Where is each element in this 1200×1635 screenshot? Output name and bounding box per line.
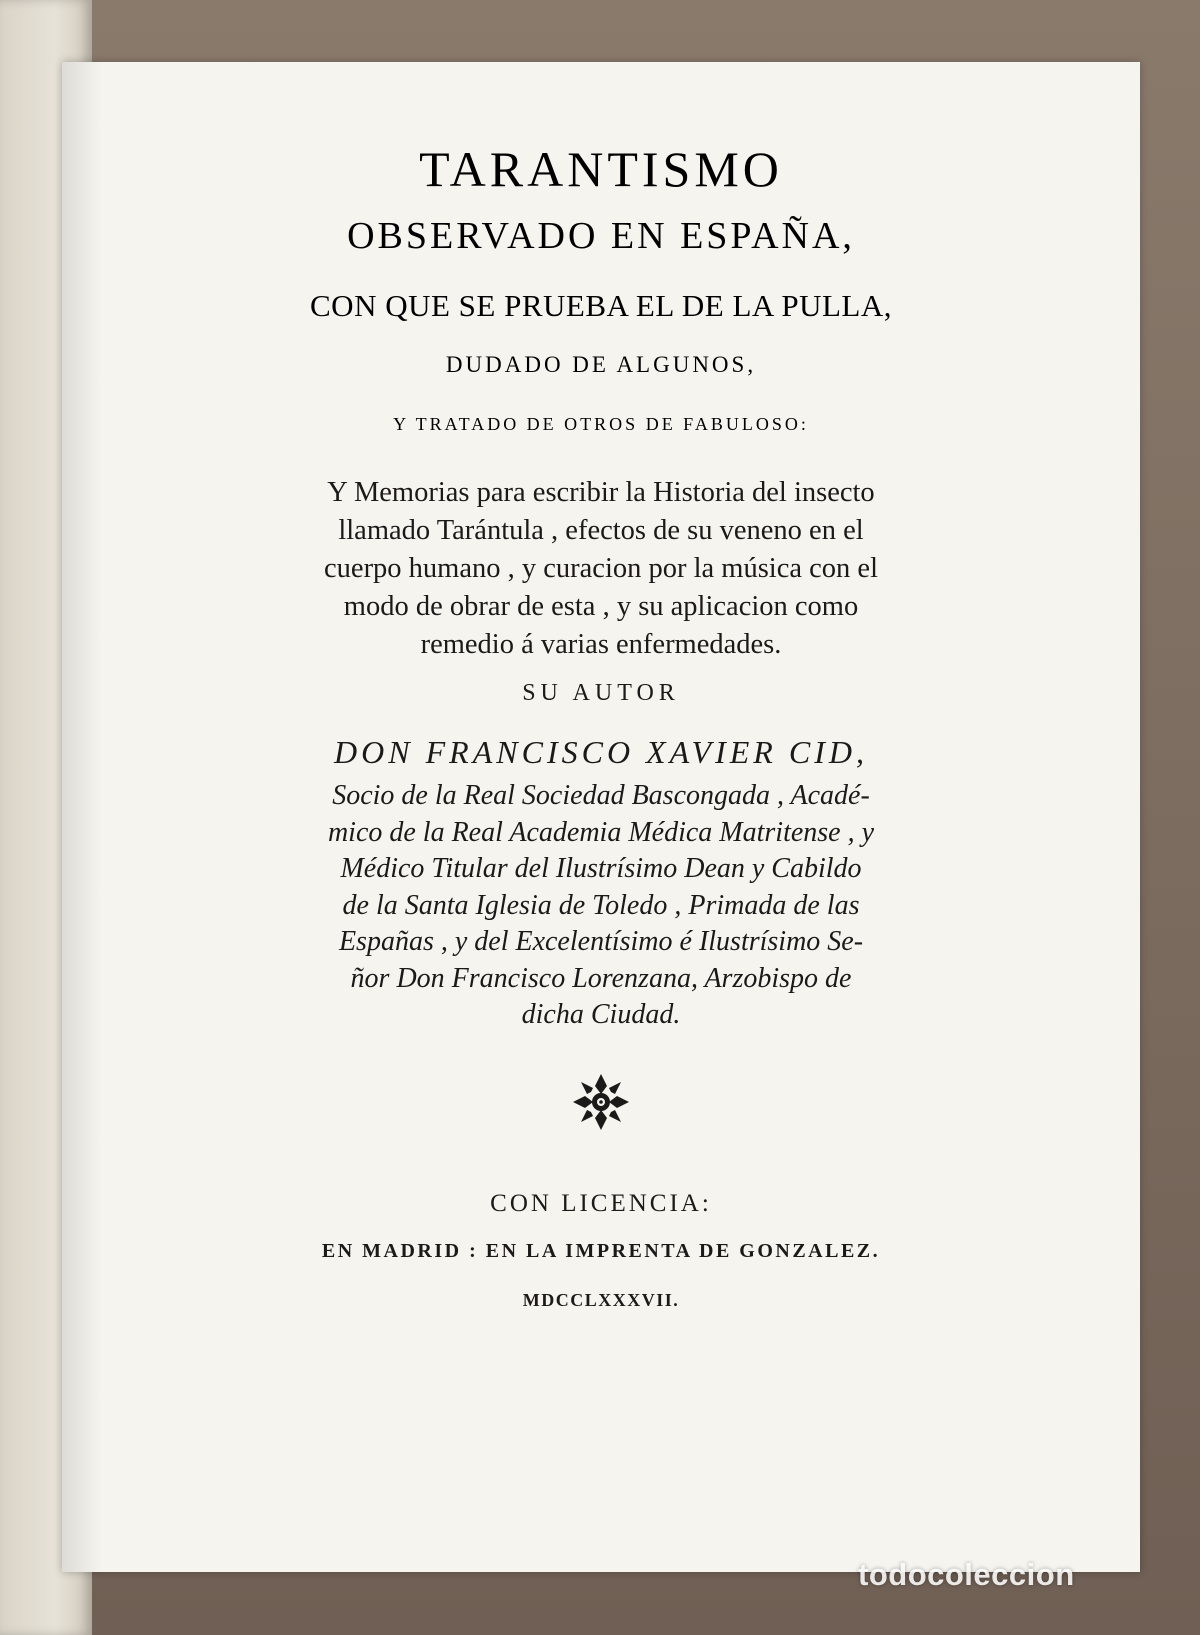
author-name: DON FRANCISCO XAVIER CID,: [334, 734, 868, 770]
title-line-pulla: CON QUE SE PRUEBA EL DE LA PULLA,: [310, 288, 892, 323]
subtitle-line: llamado Tarántula , efectos de su veneno en el: [338, 515, 864, 546]
subtitle-line: remedio á varias enfermedades.: [420, 629, 782, 660]
author-description-line: Médico Titular del Ilustrísimo Dean y Cabildo: [340, 853, 862, 884]
author-description-line: mico de la Real Academia Médica Matritense , y: [327, 816, 875, 848]
author-description: [190, 778, 1012, 1034]
author-description-line: de la Santa Iglesia de Toledo , Primada de las: [342, 889, 860, 921]
floral-ornament-icon: [571, 1072, 631, 1132]
book-title: TARANTISMO: [419, 141, 783, 197]
subtitle-line: cuerpo humano , y curacion por la música con el: [324, 553, 878, 584]
subtitle-line: modo de obrar de esta , y su aplicacion como: [343, 591, 859, 622]
watermark: todocoleccion: [858, 1557, 1075, 1592]
title-line-observado: OBSERVADO EN ESPAÑA,: [347, 215, 855, 257]
title-page: [62, 62, 1140, 1572]
author-heading: SU AUTOR: [522, 680, 680, 706]
subtitle-line: Y Memorias para escribir la Historia del insecto: [327, 477, 875, 508]
publication-year: MDCCLXXXVII.: [522, 1290, 680, 1310]
subtitle-block: [182, 474, 1020, 664]
title-line-dudado: DUDADO DE ALGUNOS,: [445, 352, 757, 377]
author-description-line: Españas , y del Excelentísimo é Ilustrísimo Se-: [338, 926, 864, 957]
author-description-line: Socio de la Real Sociedad Bascongada , Acadé-: [332, 780, 870, 811]
author-description-line: dicha Ciudad.: [521, 999, 681, 1030]
printer-line: EN MADRID : EN LA IMPRENTA DE GONZALEZ.: [321, 1240, 881, 1262]
author-description-line: ñor Don Francisco Lorenzana, Arzobispo de: [350, 962, 852, 994]
licence-line: CON LICENCIA:: [490, 1190, 712, 1217]
title-line-fabuloso: Y TRATADO DE OTROS DE FABULOSO:: [393, 414, 809, 434]
